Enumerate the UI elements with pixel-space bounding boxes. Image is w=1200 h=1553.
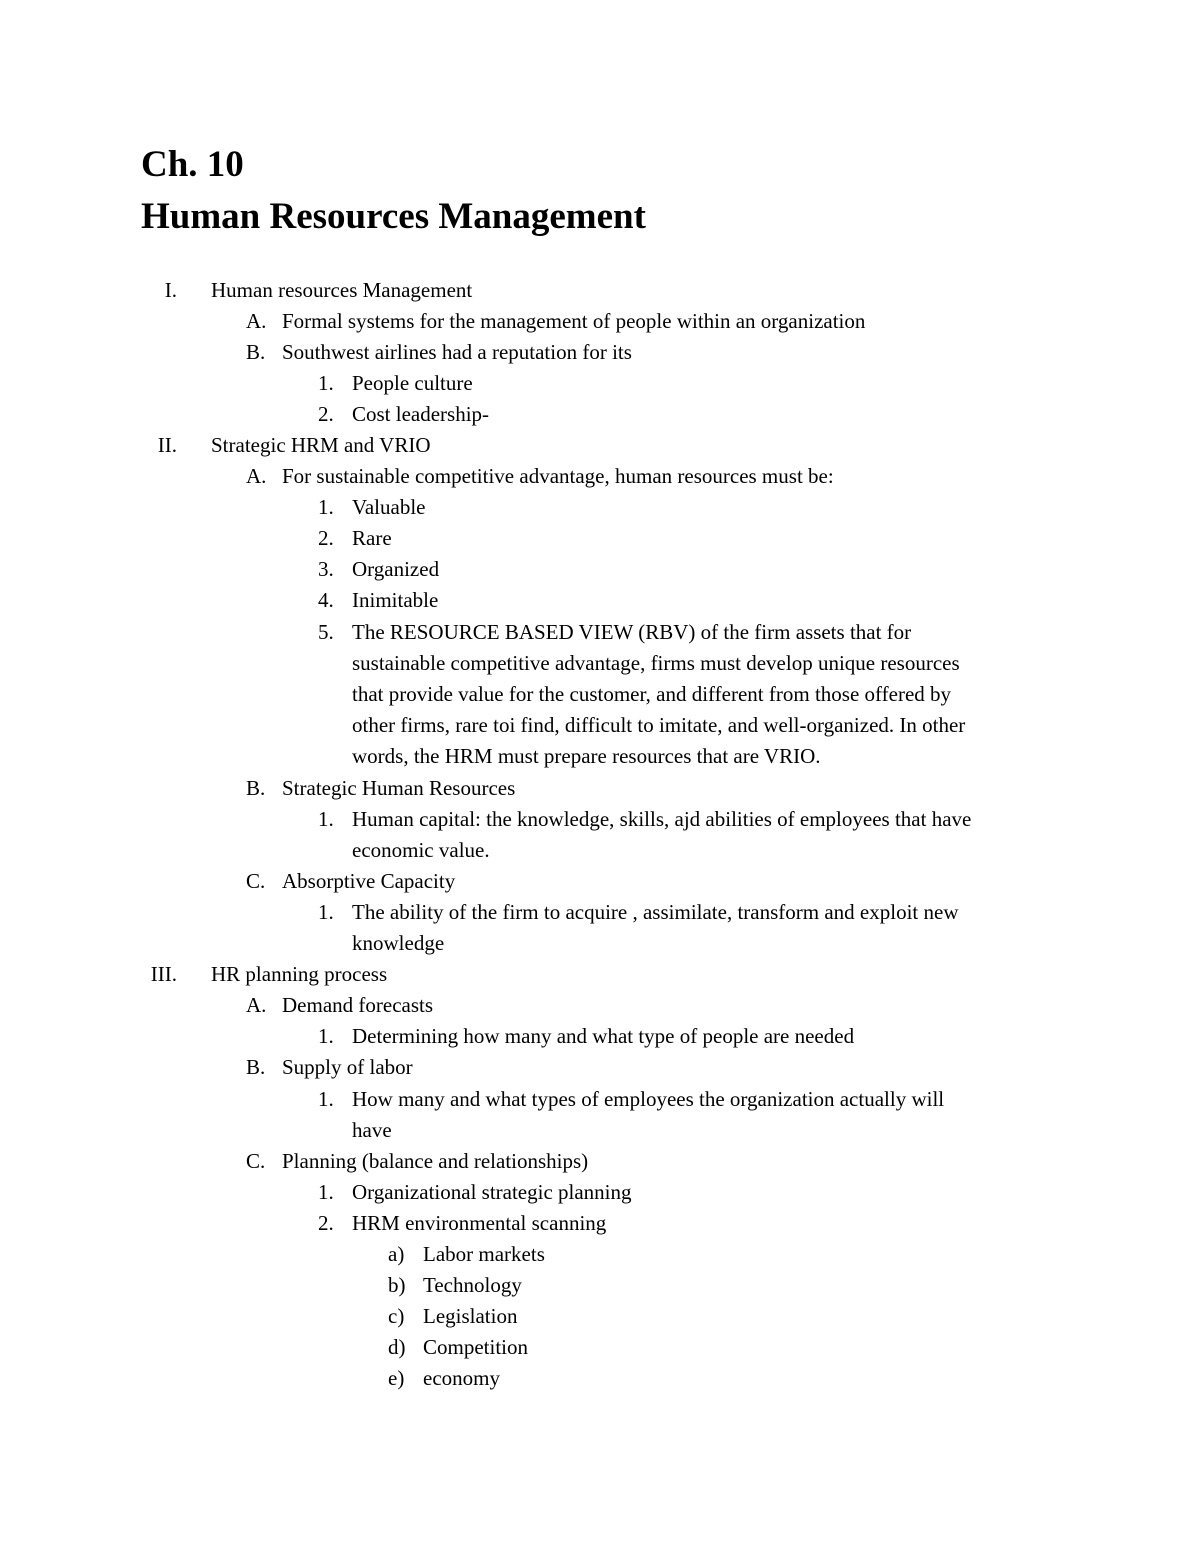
item-marker: 3.	[318, 557, 334, 581]
item-marker: c)	[388, 1304, 405, 1328]
item-text: For sustainable competitive advantage, human resources must be:	[282, 464, 834, 488]
item-marker: e)	[388, 1366, 405, 1390]
item-marker: C.	[246, 869, 266, 893]
item-text: HR planning process	[211, 962, 388, 986]
document-title: Human Resources Management	[141, 196, 646, 237]
item-text: that provide value for the customer, and different from those offered by	[352, 682, 952, 706]
item-marker: 1.	[318, 1024, 334, 1048]
item-marker: d)	[388, 1335, 406, 1359]
item-marker: A.	[246, 993, 267, 1017]
item-marker: 1.	[318, 371, 334, 395]
item-marker: 2.	[318, 1211, 334, 1235]
item-marker: 1.	[318, 900, 334, 924]
item-marker: 1.	[318, 1180, 334, 1204]
item-text: sustainable competitive advantage, firms must develop unique resources	[352, 651, 960, 675]
item-text: Cost leadership-	[352, 402, 490, 426]
item-text: have	[352, 1118, 392, 1142]
item-text: Competition	[423, 1335, 528, 1359]
item-text: Valuable	[352, 495, 426, 519]
item-marker: II.	[157, 433, 177, 457]
item-text: knowledge	[352, 931, 445, 955]
item-marker: A.	[246, 309, 267, 333]
item-text: Planning (balance and relationships)	[282, 1149, 589, 1173]
item-marker: b)	[388, 1273, 406, 1297]
item-text: Strategic Human Resources	[282, 776, 516, 800]
item-text: Formal systems for the management of people within an organization	[282, 309, 866, 333]
item-text: Determining how many and what type of people are needed	[352, 1024, 855, 1048]
item-marker: 1.	[318, 807, 334, 831]
item-text: The ability of the firm to acquire , assimilate, transform and exploit new	[352, 900, 959, 924]
item-marker: 5.	[318, 620, 334, 644]
item-text: Organized	[352, 557, 440, 581]
item-text: How many and what types of employees the organization actually will	[352, 1087, 945, 1111]
item-text: Organizational strategic planning	[352, 1180, 632, 1204]
item-marker: a)	[388, 1242, 405, 1266]
item-text: Technology	[423, 1273, 522, 1297]
item-text: The RESOURCE BASED VIEW (RBV) of the firm assets that for	[352, 620, 912, 644]
item-text: words, the HRM must prepare resources that are VRIO.	[352, 744, 821, 768]
item-text: Absorptive Capacity	[282, 869, 456, 893]
item-text: Inimitable	[352, 588, 439, 612]
item-marker: A.	[246, 464, 267, 488]
chapter-heading: Ch. 10	[141, 144, 244, 185]
item-marker: 1.	[318, 495, 334, 519]
item-text: People culture	[352, 371, 473, 395]
item-marker: 1.	[318, 1087, 334, 1111]
item-marker: B.	[246, 776, 266, 800]
item-text: HRM environmental scanning	[352, 1211, 607, 1235]
item-marker: I.	[164, 278, 177, 302]
item-marker: 2.	[318, 402, 334, 426]
item-text: economy	[423, 1366, 500, 1390]
item-text: Human resources Management	[211, 278, 473, 302]
item-text: Supply of labor	[282, 1055, 413, 1079]
item-text: Demand forecasts	[282, 993, 434, 1017]
item-marker: B.	[246, 340, 266, 364]
item-text: Rare	[352, 526, 392, 550]
item-text: Labor markets	[423, 1242, 545, 1266]
item-text: Strategic HRM and VRIO	[211, 433, 431, 457]
item-text: economic value.	[352, 838, 490, 862]
item-marker: III.	[150, 962, 177, 986]
item-marker: 4.	[318, 588, 334, 612]
item-text: Human capital: the knowledge, skills, ajd abilities of employees that have	[352, 807, 972, 831]
item-marker: C.	[246, 1149, 266, 1173]
item-text: Southwest airlines had a reputation for its	[282, 340, 632, 364]
item-text: Legislation	[423, 1304, 518, 1328]
item-marker: 2.	[318, 526, 334, 550]
item-marker: B.	[246, 1055, 266, 1079]
item-text: other firms, rare toi find, difficult to imitate, and well-organized. In other	[352, 713, 966, 737]
